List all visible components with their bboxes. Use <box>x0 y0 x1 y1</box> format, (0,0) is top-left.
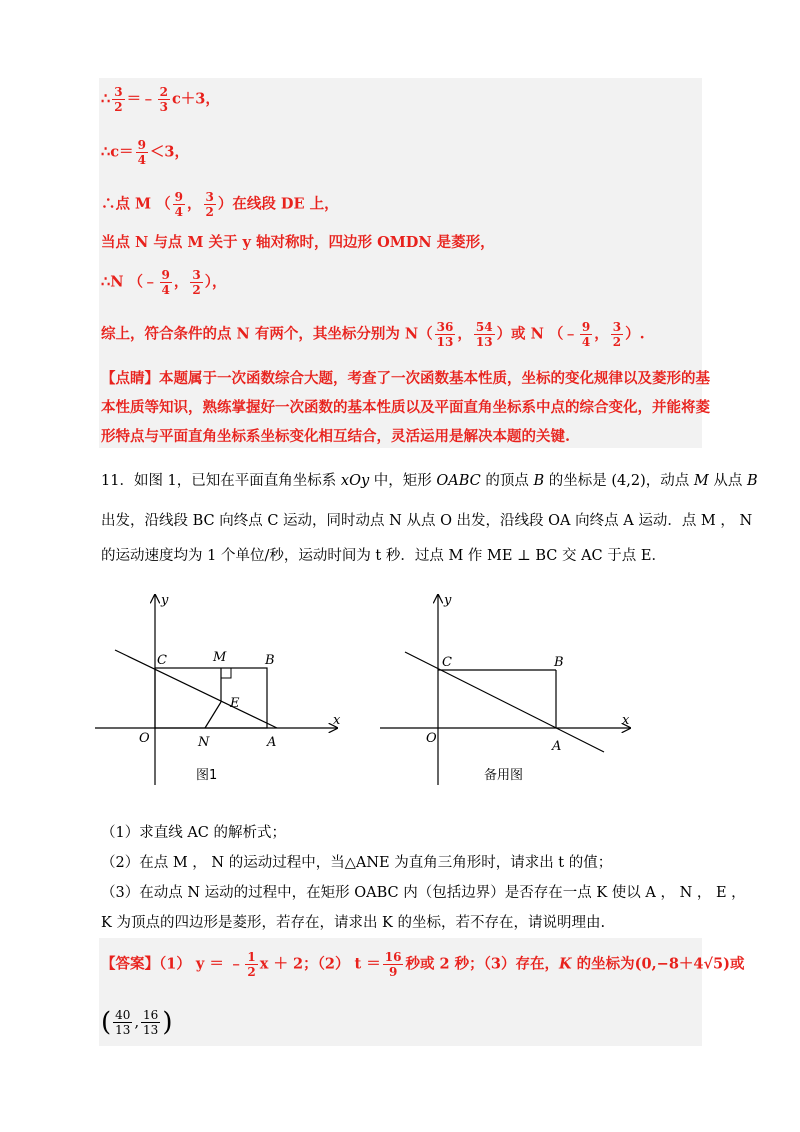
fraction <box>141 1008 160 1037</box>
text: ＜3， <box>149 143 190 161</box>
numerator: 9 <box>137 138 146 152</box>
text: 的坐标为 <box>571 955 635 973</box>
text: x ＋ 2； <box>259 955 318 973</box>
fraction <box>173 190 185 219</box>
denominator: 4 <box>174 205 184 219</box>
text: ∴c＝ <box>101 143 134 161</box>
text: ， <box>457 325 472 343</box>
denominator: 2 <box>247 965 256 979</box>
denominator: 2 <box>114 100 123 114</box>
numerator: 40 <box>115 1008 131 1022</box>
denominator: 3 <box>159 100 168 114</box>
fraction <box>580 320 592 349</box>
text: 中，矩形 <box>369 473 437 489</box>
text: ）. <box>625 325 645 343</box>
fraction <box>435 320 456 349</box>
figure-2-svg <box>378 590 638 790</box>
text: 11．如图 1，已知在平面直角坐标系 <box>101 473 341 489</box>
comment-tag: 【点睛】 <box>101 370 159 387</box>
fraction <box>160 268 172 297</box>
numerator: 3 <box>114 85 123 99</box>
label-a: A <box>267 735 277 750</box>
math: K <box>559 955 572 973</box>
math: xOy <box>340 473 370 489</box>
denominator: 13 <box>115 1023 131 1037</box>
numerator: 16 <box>143 1008 159 1022</box>
text: ∴ <box>101 90 111 108</box>
fraction <box>158 85 170 114</box>
text: （1） y ＝ ﹣ <box>159 955 244 973</box>
numerator: 54 <box>475 320 493 334</box>
denominator: 2 <box>192 283 201 297</box>
solution-box <box>99 78 702 448</box>
denominator: 13 <box>143 1023 159 1037</box>
question-3a: （3）在动点 N 运动的过程中，在矩形 OABC 内（包括边界）是否存在一点 K 使以 A ， N ， E ， <box>101 885 746 901</box>
comma: , <box>134 1014 140 1031</box>
figure-1-svg <box>95 590 345 790</box>
answer-line-2 <box>101 1008 172 1037</box>
problem-line-2: 出发，沿线段 BC 向终点 C 运动，同时动点 N 从点 O 出发，沿线段 OA 向终点 A 运动．点 M ， N <box>101 513 753 529</box>
math: M <box>693 473 709 489</box>
text: ， <box>594 325 609 343</box>
text: c＋3， <box>171 90 220 108</box>
solution-line-3 <box>101 190 339 219</box>
math: (4,2) <box>611 473 646 489</box>
fraction <box>204 190 216 219</box>
numerator: 9 <box>161 268 170 282</box>
text: ∴N （﹣ <box>101 273 158 291</box>
label-x: x <box>622 713 630 728</box>
text: ＝﹣ <box>126 90 156 108</box>
question-2: （2）在点 M ， N 的运动过程中，当△ANE 为直角三角形时，请求出 t 的值； <box>101 855 613 871</box>
text: ， <box>187 195 202 213</box>
numerator: 2 <box>159 85 168 99</box>
numerator: 3 <box>205 190 214 204</box>
comment-line-2: 本性质等知识，熟练掌握好一次函数的基本性质以及平面直角坐标系中点的综合变化，并能将菱 <box>101 399 710 416</box>
label-a: A <box>552 739 562 754</box>
fraction <box>190 268 202 297</box>
question-1: （1）求直线 AC 的解析式； <box>101 825 287 841</box>
figure-1 <box>95 590 345 790</box>
question-3b: K 为顶点的四边形是菱形，若存在，请求出 K 的坐标，若不存在，请说明理由. <box>101 915 606 931</box>
math: OABC <box>436 473 481 489</box>
text: 或 <box>729 955 745 973</box>
fraction <box>136 138 148 167</box>
fraction <box>383 950 404 979</box>
text: 的顶点 <box>480 473 534 489</box>
text: 的坐标是 <box>544 473 612 489</box>
label-y: y <box>161 593 169 608</box>
text: （2） t ＝ <box>317 955 381 973</box>
label-x: x <box>333 713 341 728</box>
text: ， <box>173 273 189 291</box>
label-e: E <box>230 696 240 711</box>
answer-line-1 <box>101 950 744 979</box>
numerator: 9 <box>581 320 591 334</box>
right-angle-mark <box>221 668 231 678</box>
denominator: 2 <box>612 335 622 349</box>
text: ，动点 <box>645 473 694 489</box>
problem-line-1 <box>101 470 758 492</box>
denominator: 9 <box>388 965 398 979</box>
figure-2-caption: 备用图 <box>484 768 524 783</box>
text: 秒或 2 秒； <box>405 955 484 973</box>
paren-close: ) <box>162 1007 173 1038</box>
label-c: C <box>157 653 167 668</box>
numerator: 16 <box>384 950 402 964</box>
fraction <box>112 85 124 114</box>
comment-line-3: 形特点与平面直角坐标系坐标变化相互结合，灵活运用是解决本题的关键. <box>101 428 571 445</box>
figure-1-caption: 图1 <box>196 768 218 783</box>
text: ∴点 M （ <box>101 195 171 213</box>
denominator: 4 <box>161 283 170 297</box>
denominator: 13 <box>436 335 454 349</box>
denominator: 4 <box>137 153 146 167</box>
label-b: B <box>265 653 275 668</box>
math: B <box>746 473 758 489</box>
solution-line-5 <box>101 268 227 297</box>
text: 本题属于一次函数综合大题，考查了一次函数基本性质，坐标的变化规律以及菱形的基 <box>159 370 710 387</box>
solution-line-2 <box>101 138 189 167</box>
math: B <box>533 473 545 489</box>
label-n: N <box>198 735 210 750</box>
text: 从点 <box>708 473 747 489</box>
solution-line-4: 当点 N 与点 M 关于 y 轴对称时，四边形 OMDN 是菱形， <box>101 234 495 251</box>
fraction <box>113 1008 132 1037</box>
numerator: 3 <box>612 320 622 334</box>
numerator: 36 <box>436 320 454 334</box>
label-m: M <box>213 650 227 665</box>
numerator: 1 <box>247 950 256 964</box>
problem-line-3: 的运动速度均为 1 个单位/秒，运动时间为 t 秒．过点 M 作 ME ⊥ BC 交 AC 于点 E． <box>101 548 666 564</box>
denominator: 2 <box>205 205 214 219</box>
solution-line-1 <box>101 85 220 114</box>
paren-open: ( <box>101 1007 112 1038</box>
comment-line-1 <box>101 368 710 390</box>
solution-line-6 <box>101 320 645 349</box>
label-c: C <box>442 655 452 670</box>
fraction <box>245 950 257 979</box>
text: （3）存在， <box>483 955 559 973</box>
label-o: O <box>139 731 150 746</box>
denominator: 13 <box>475 335 493 349</box>
answer-tag: 【答案】 <box>101 955 159 973</box>
figure-2 <box>378 590 638 790</box>
math: (0,−8＋4√5) <box>634 955 730 973</box>
text: 综上，符合条件的点 N 有两个，其坐标分别为 N（ <box>101 325 433 343</box>
fraction <box>611 320 623 349</box>
line-ac <box>115 650 277 728</box>
fraction <box>474 320 495 349</box>
label-b: B <box>554 655 564 670</box>
denominator: 4 <box>581 335 591 349</box>
label-y: y <box>444 593 452 608</box>
numerator: 3 <box>192 268 201 282</box>
segment-ne <box>205 702 221 728</box>
text: ）或 N （﹣ <box>496 325 578 343</box>
label-o: O <box>426 731 437 746</box>
text: ）在线段 DE 上， <box>217 195 339 213</box>
text: ）， <box>204 273 227 291</box>
numerator: 9 <box>174 190 184 204</box>
